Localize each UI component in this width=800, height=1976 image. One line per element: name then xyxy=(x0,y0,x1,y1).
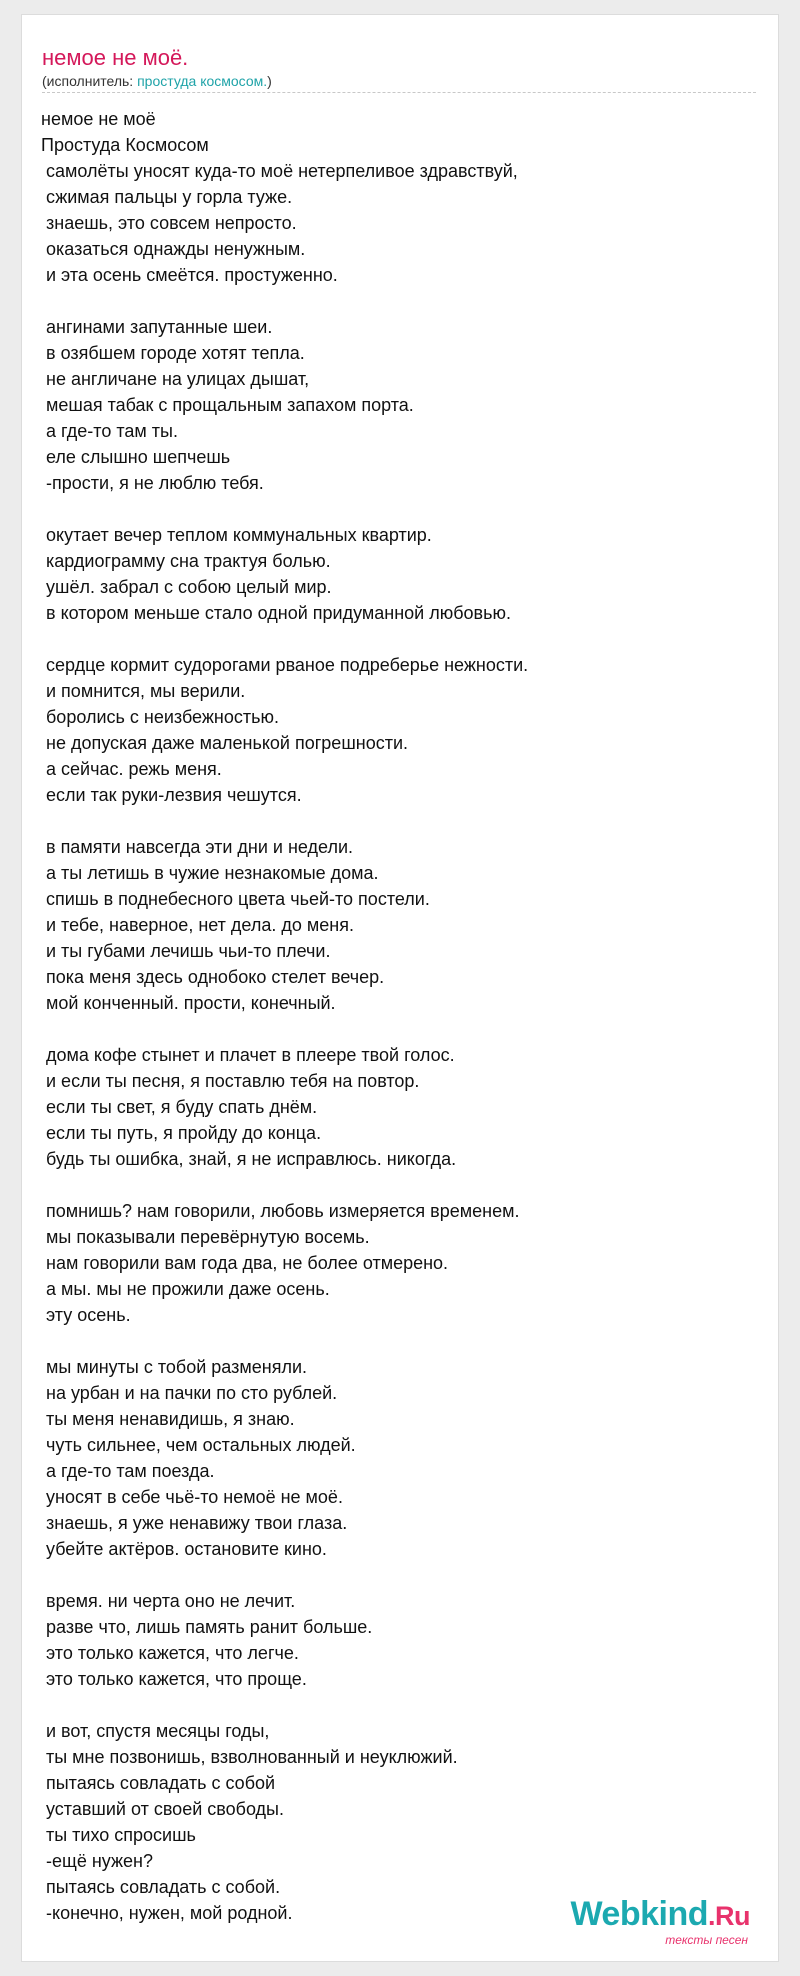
lyric-line: -прости, я не люблю тебя. xyxy=(41,473,264,493)
lyric-line xyxy=(41,496,761,522)
lyric-line: и вот, спустя месяцы годы, xyxy=(41,1721,270,1741)
lyric-line: мы показывали перевёрнутую восемь. xyxy=(41,1227,370,1247)
lyric-line: эту осень. xyxy=(41,1305,131,1325)
lyric-line: если ты свет, я буду спать днём. xyxy=(41,1097,318,1117)
lyric-line: кардиограмму сна трактуя болью. xyxy=(41,551,331,571)
lyric-line: пока меня здесь однобоко стелет вечер. xyxy=(41,967,385,987)
lyric-line: дома кофе стынет и плачет в плеере твой голос. xyxy=(41,1045,455,1065)
lyric-line: время. ни черта оно не лечит. xyxy=(41,1591,296,1611)
lyric-line xyxy=(41,626,761,652)
lyric-line xyxy=(41,1016,761,1042)
lyric-line: самолёты уносят куда-то моё нетерпеливое здравствуй, xyxy=(41,161,518,181)
lyric-line: и эта осень смеётся. простуженно. xyxy=(41,265,338,285)
lyric-line xyxy=(41,1692,761,1718)
lyric-line: ты меня ненавидишь, я знаю. xyxy=(41,1409,295,1429)
lyric-line: спишь в поднебесного цвета чьей-то постели. xyxy=(41,889,430,909)
lyric-line: оказаться однажды ненужным. xyxy=(41,239,306,259)
lyric-line: немое не моё xyxy=(41,109,156,129)
lyric-line xyxy=(41,1328,761,1354)
lyric-line: знаешь, это совсем непросто. xyxy=(41,213,297,233)
lyrics-card xyxy=(21,14,779,1962)
byline-prefix: (исполнитель: xyxy=(42,73,138,89)
lyric-line: в котором меньше стало одной придуманной любовью. xyxy=(41,603,511,623)
lyric-line: в озябшем городе хотят тепла. xyxy=(41,343,305,363)
lyric-line: в памяти навсегда эти дни и недели. xyxy=(41,837,354,857)
lyric-line: сердце кормит судорогами рваное подреберье нежности. xyxy=(41,655,529,675)
webkind-logo[interactable] xyxy=(570,1896,750,1947)
lyric-line: на урбан и на пачки по сто рублей. xyxy=(41,1383,338,1403)
lyric-line: ангинами запутанные шеи. xyxy=(41,317,273,337)
lyric-line: нам говорили вам года два, не более отмерено. xyxy=(41,1253,449,1273)
lyric-line: это только кажется, что легче. xyxy=(41,1643,299,1663)
lyric-line xyxy=(41,808,761,834)
lyric-line: убейте актёров. остановите кино. xyxy=(41,1539,327,1559)
lyric-line: разве что, лишь память ранит больше. xyxy=(41,1617,373,1637)
lyric-line: а сейчас. режь меня. xyxy=(41,759,222,779)
lyric-line: ушёл. забрал с собою целый мир. xyxy=(41,577,332,597)
lyric-line: и если ты песня, я поставлю тебя на повтор. xyxy=(41,1071,420,1091)
lyric-line: мешая табак с прощальным запахом порта. xyxy=(41,395,414,415)
lyric-line: чуть сильнее, чем остальных людей. xyxy=(41,1435,356,1455)
lyrics-text xyxy=(41,106,761,1926)
lyric-line: пытаясь совладать с собой xyxy=(41,1773,276,1793)
lyric-line: не допуская даже маленькой погрешности. xyxy=(41,733,409,753)
lyric-line: если так руки-лезвия чешутся. xyxy=(41,785,302,805)
dashed-divider xyxy=(42,92,756,93)
lyric-line: а где-то там поезда. xyxy=(41,1461,215,1481)
lyric-line: мой конченный. прости, конечный. xyxy=(41,993,336,1013)
lyric-line: не англичане на улицах дышат, xyxy=(41,369,310,389)
lyric-line: а мы. мы не прожили даже осень. xyxy=(41,1279,330,1299)
lyric-line: боролись с неизбежностью. xyxy=(41,707,279,727)
lyric-line xyxy=(41,288,761,314)
lyric-line: помнишь? нам говорили, любовь измеряется временем. xyxy=(41,1201,520,1221)
lyric-line: знаешь, я уже ненавижу твои глаза. xyxy=(41,1513,348,1533)
lyric-line: уносят в себе чьё-то немоё не моё. xyxy=(41,1487,343,1507)
logo-tld: .Ru xyxy=(708,1901,750,1931)
lyric-line: а ты летишь в чужие незнакомые дома. xyxy=(41,863,379,883)
lyric-line: и ты губами лечишь чьи-то плечи. xyxy=(41,941,331,961)
lyric-line: еле слышно шепчешь xyxy=(41,447,231,467)
song-title: немое не моё. xyxy=(42,45,189,70)
lyric-line: ты тихо спросишь xyxy=(41,1825,196,1845)
lyric-line: Простуда Космосом xyxy=(41,135,209,155)
lyric-line: ты мне позвонишь, взволнованный и неуклюжий. xyxy=(41,1747,458,1767)
byline-suffix: ) xyxy=(267,73,272,89)
lyric-line: пытаясь совладать с собой. xyxy=(41,1877,281,1897)
logo-tagline: тексты песен xyxy=(665,1933,748,1947)
lyric-line: это только кажется, что проще. xyxy=(41,1669,307,1689)
lyric-line xyxy=(41,1562,761,1588)
artist-link[interactable]: простуда космосом. xyxy=(137,73,268,89)
lyric-line: сжимая пальцы у горла туже. xyxy=(41,187,293,207)
lyric-line: будь ты ошибка, знай, я не исправлюсь. никогда. xyxy=(41,1149,457,1169)
lyric-line xyxy=(41,1172,761,1198)
artist-byline xyxy=(42,72,272,90)
lyric-line: и тебе, наверное, нет дела. до меня. xyxy=(41,915,354,935)
lyric-line: -конечно, нужен, мой родной. xyxy=(41,1903,293,1923)
lyric-line: -ещё нужен? xyxy=(41,1851,153,1871)
lyric-line: уставший от своей свободы. xyxy=(41,1799,284,1819)
lyric-line: если ты путь, я пройду до конца. xyxy=(41,1123,322,1143)
lyric-line: окутает вечер теплом коммунальных квартир. xyxy=(41,525,432,545)
lyric-line: мы минуты с тобой разменяли. xyxy=(41,1357,308,1377)
lyric-line: и помнится, мы верили. xyxy=(41,681,246,701)
lyric-line: а где-то там ты. xyxy=(41,421,178,441)
logo-name: Webkind xyxy=(570,1895,708,1933)
